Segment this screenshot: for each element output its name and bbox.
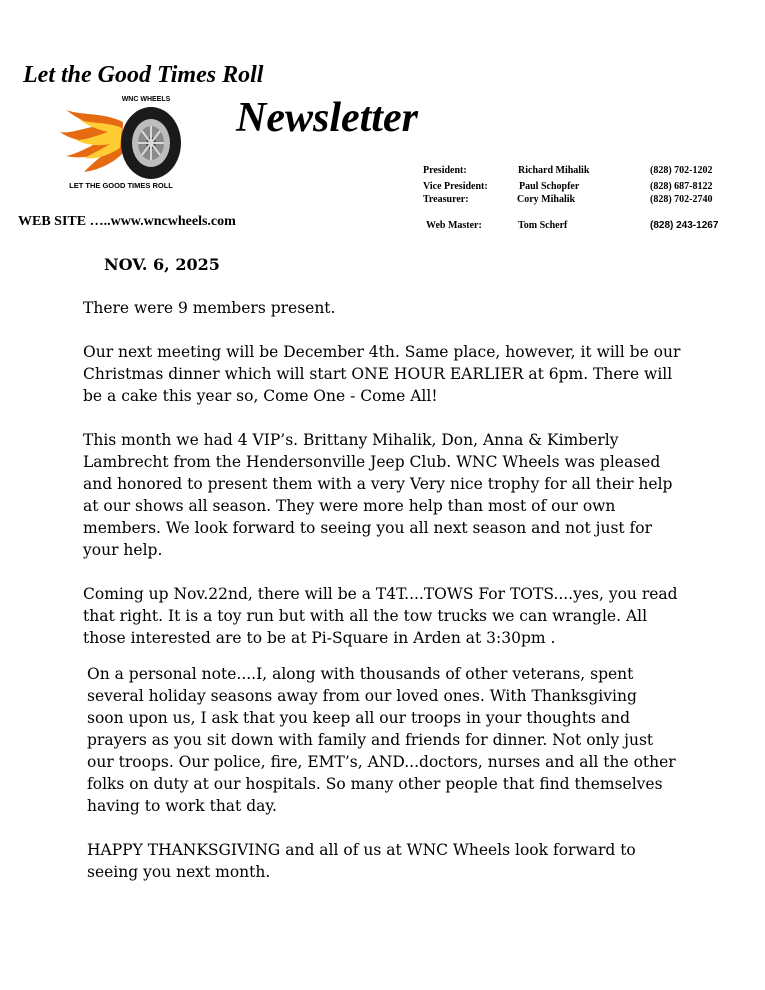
text-line: There were 9 members present. bbox=[83, 299, 336, 317]
officer-row-treasurer bbox=[423, 194, 753, 208]
officer-role: Web Master: bbox=[426, 220, 482, 231]
newsletter-tagline: Let the Good Times Roll bbox=[23, 62, 264, 88]
text-line: Our next meeting will be December 4th. Same place, however, it will be our bbox=[83, 343, 681, 361]
text-line: those interested are to be at Pi-Square in Arden at 3:30pm . bbox=[83, 629, 556, 647]
text-line: soon upon us, I ask that you keep all our troops in your thoughts and bbox=[87, 709, 631, 727]
text-line: at our shows all season. They were more help than most of our own bbox=[83, 497, 616, 515]
officers-list bbox=[423, 165, 753, 234]
officer-name: Paul Schopfer bbox=[519, 181, 580, 192]
paragraph-personal-note bbox=[87, 663, 676, 817]
text-line: Lambrecht from the Hendersonville Jeep Club. WNC Wheels was pleased bbox=[83, 453, 661, 471]
text-line: and honored to present them with a very Very nice trophy for all their help bbox=[83, 475, 673, 493]
text-line: Coming up Nov.22nd, there will be a T4T....TOWS For TOTS....yes, you read bbox=[83, 585, 678, 603]
text-line: HAPPY THANKSGIVING and all of us at WNC Wheels look forward to bbox=[87, 841, 636, 859]
newsletter-title: Newsletter bbox=[236, 95, 418, 141]
text-line: several holiday seasons away from our loved ones. With Thanksgiving bbox=[87, 687, 637, 705]
officer-phone: (828) 702-2740 bbox=[650, 194, 713, 205]
officer-phone: (828) 702-1202 bbox=[650, 165, 713, 176]
text-line: seeing you next month. bbox=[87, 863, 271, 881]
logo-bottom-text: LET THE GOOD TIMES ROLL bbox=[69, 181, 173, 190]
officer-name: Richard Mihalik bbox=[518, 165, 590, 176]
logo-top-text: WNC WHEELS bbox=[121, 96, 171, 103]
text-line: be a cake this year so, Come One - Come All! bbox=[83, 387, 438, 405]
flame-icon bbox=[60, 110, 123, 172]
text-line: prayers as you sit down with family and friends for dinner. Not only just bbox=[87, 731, 654, 749]
text-line: our troops. Our police, fire, EMT’s, AND...doctors, nurses and all the other bbox=[87, 753, 676, 771]
paragraph-happy-thanksgiving bbox=[87, 839, 636, 883]
officer-name: Cory Mihalik bbox=[517, 194, 576, 205]
text-line: having to work that day. bbox=[87, 797, 277, 815]
text-line: members. We look forward to seeing you all next season and not just for bbox=[83, 519, 653, 537]
paragraph-vips bbox=[83, 429, 672, 561]
text-line: Christmas dinner which will start ONE HOUR EARLIER at 6pm. There will bbox=[83, 365, 673, 383]
officer-name: Tom Scherf bbox=[518, 220, 568, 231]
officer-role: President: bbox=[423, 165, 467, 176]
officer-row-web-master bbox=[423, 220, 753, 234]
website-link[interactable]: WEB SITE …..www.wncwheels.com bbox=[18, 214, 236, 229]
text-line: that right. It is a toy run but with all the tow trucks we can wrangle. All bbox=[83, 607, 648, 625]
text-line: your help. bbox=[83, 541, 163, 559]
text-line: This month we had 4 VIP’s. Brittany Mihalik, Don, Anna & Kimberly bbox=[83, 431, 619, 449]
officer-phone: (828) 243-1267 bbox=[650, 220, 719, 231]
newsletter-date: NOV. 6, 2025 bbox=[104, 255, 220, 274]
tire-icon bbox=[121, 107, 181, 179]
paragraph-attendance bbox=[83, 297, 335, 319]
officer-row-president bbox=[423, 165, 753, 179]
paragraph-next-meeting bbox=[83, 341, 680, 407]
text-line: folks on duty at our hospitals. So many other people that find themselves bbox=[87, 775, 663, 793]
officer-role: Vice President: bbox=[423, 181, 488, 192]
officer-phone: (828) 687-8122 bbox=[650, 181, 713, 192]
text-line: On a personal note....I, along with thousands of other veterans, spent bbox=[87, 665, 634, 683]
officer-row-vice-president bbox=[423, 181, 753, 195]
wnc-wheels-logo bbox=[58, 92, 188, 192]
officer-role: Treasurer: bbox=[423, 194, 469, 205]
paragraph-tows-for-tots bbox=[83, 583, 678, 649]
